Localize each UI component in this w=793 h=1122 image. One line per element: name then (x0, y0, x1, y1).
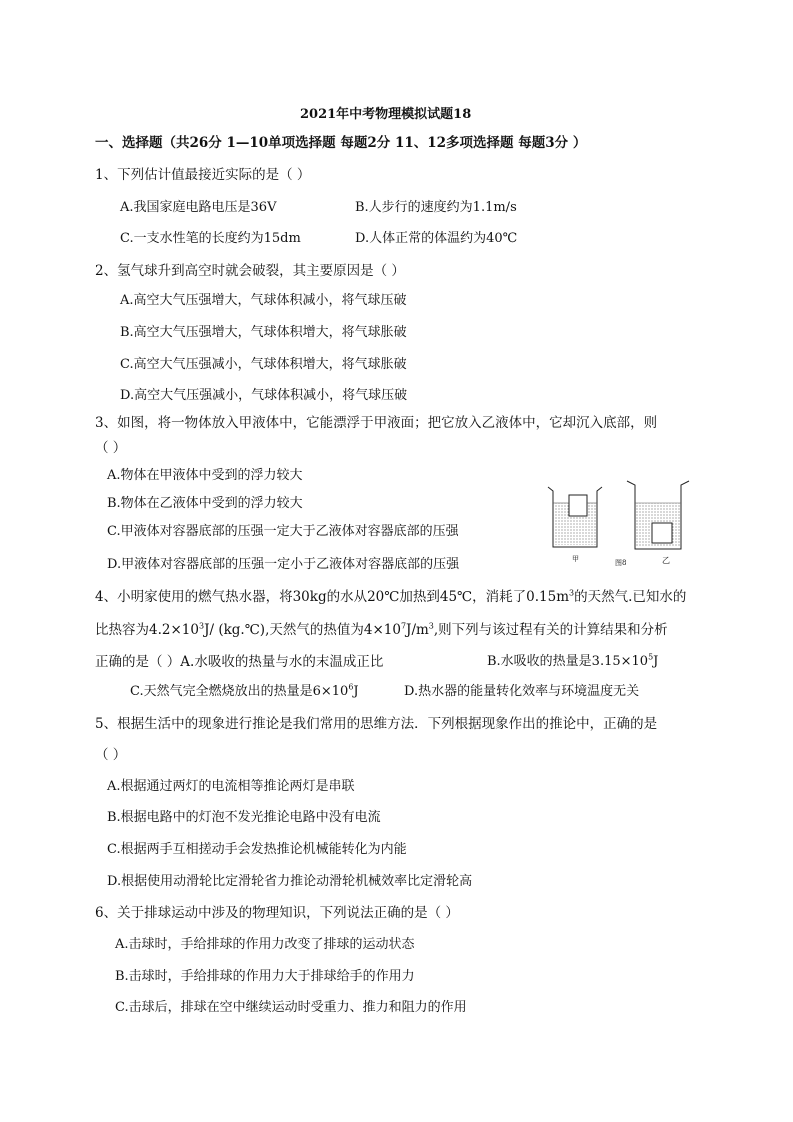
page-title: 2021年中考物理模拟试题18 (300, 107, 472, 122)
q6-option-a: A.击球时，手给排球的作用力改变了排球的运动状态 (115, 937, 415, 952)
q4-b-sup: 5 (648, 652, 654, 662)
question-4-line-2 (95, 622, 668, 638)
beaker-figure (540, 475, 720, 570)
q1-option-b: B.人步行的速度约为1.1m/s (355, 200, 517, 215)
q4-option-b (487, 654, 658, 670)
q1-option-a: A.我国家庭电路电压是36V (120, 200, 277, 215)
question-5-stem: 5、根据生活中的现象进行推论是我们常用的思维方法．下列根据现象作出的推论中，正确的是 (95, 716, 658, 732)
q4-option-c (130, 684, 359, 700)
q4-line2-sup1: 3 (198, 621, 205, 631)
q4-line1-b: 的天然气.已知水的 (574, 589, 687, 605)
question-2-stem: 2、氢气球升到高空时就会破裂，其主要原因是（ ） (95, 263, 405, 279)
q1-option-c: C.一支水性笔的长度约为15dm (120, 231, 301, 246)
q3-option-a: A.物体在甲液体中受到的浮力较大 (107, 468, 303, 483)
q4-line2-a: 比热容为4.2×10 (95, 622, 199, 638)
q2-option-d: D.高空大气压强减小，气球体积减小，将气球压破 (120, 388, 408, 403)
beakers-diagram (540, 475, 720, 570)
fig-caption: 图8 (615, 559, 627, 567)
q2-option-a: A.高空大气压强增大，气球体积减小，将气球压破 (120, 293, 407, 308)
q1-option-d: D.人体正常的体温约为40℃ (355, 231, 518, 246)
q5-option-d: D.根据使用动滑轮比定滑轮省力推论动滑轮机械效率比定滑轮高 (107, 874, 473, 889)
q3-option-c: C.甲液体对容器底部的压强一定大于乙液体对容器底部的压强 (107, 524, 459, 539)
beaker-yi (627, 481, 689, 549)
q5-option-b: B.根据电路中的灯泡不发光推论电路中没有电流 (107, 810, 381, 825)
q2-option-c: C.高空大气压强减小，气球体积增大，将气球胀破 (120, 357, 407, 372)
q4-line1-sup: 3 (569, 588, 575, 598)
question-4-line-1 (95, 589, 686, 605)
q4-line2-b: J/ (kg.℃),天然气的热值为4×10 (204, 622, 401, 638)
q4-c-sup: 6 (348, 682, 354, 692)
question-1-stem: 1、下列估计值最接近实际的是（ ） (95, 167, 311, 183)
q4-b-b: J (653, 654, 659, 669)
q4-line2-sup3: 3 (428, 621, 434, 631)
q2-option-b: B.高空大气压强增大，气球体积增大，将气球胀破 (120, 325, 407, 340)
q4-option-d: D.热水器的能量转化效率与环境温度无关 (404, 684, 640, 699)
q3-option-d: D.甲液体对容器底部的压强一定小于乙液体对容器底部的压强 (107, 557, 460, 572)
question-5-paren: （ ） (95, 747, 127, 763)
fig-label-yi: 乙 (662, 556, 670, 565)
q4-line2-d: ,则下列与该过程有关的计算结果和分析 (433, 622, 668, 638)
q6-option-c: C.击球后，排球在空中继续运动时受重力、推力和阻力的作用 (115, 1000, 467, 1015)
q5-option-a: A.根据通过两灯的电流相等推论两灯是串联 (107, 779, 355, 794)
q3-option-b: B.物体在乙液体中受到的浮力较大 (107, 496, 303, 511)
q5-option-c: C.根据两手互相搓动手会发热推论机械能转化为内能 (107, 842, 407, 857)
q4-line2-c: J/m (406, 622, 429, 638)
beaker-jia (548, 487, 602, 547)
q4-b-a: B.水吸收的热量是3.15×10 (487, 654, 649, 669)
q4-line1-a: 4、小明家使用的燃气热水器，将30kg的水从20℃加热到45℃，消耗了0.15m (95, 589, 570, 605)
q4-c-b: J (353, 684, 359, 699)
question-6-stem: 6、关于排球运动中涉及的物理知识，下列说法正确的是（ ） (95, 905, 459, 921)
question-3-paren: （ ） (95, 440, 127, 456)
section-heading: 一、选择题（共26分 1—10单项选择题 每题2分 11、12多项选择题 每题3分 ） (95, 135, 587, 151)
question-4-line-3: 正确的是（ ）A.水吸收的热量与水的末温成正比 (95, 654, 384, 670)
question-3-stem: 3、如图，将一物体放入甲液体中，它能漂浮于甲液面；把它放入乙液体中，它却沉入底部，则 (95, 415, 658, 431)
q4-c-a: C.天然气完全燃烧放出的热量是6×10 (130, 684, 349, 699)
q6-option-b: B.击球时，手给排球的作用力大于排球给手的作用力 (115, 969, 415, 984)
q4-line2-sup2: 7 (400, 621, 407, 631)
fig-label-jia: 甲 (572, 555, 579, 563)
